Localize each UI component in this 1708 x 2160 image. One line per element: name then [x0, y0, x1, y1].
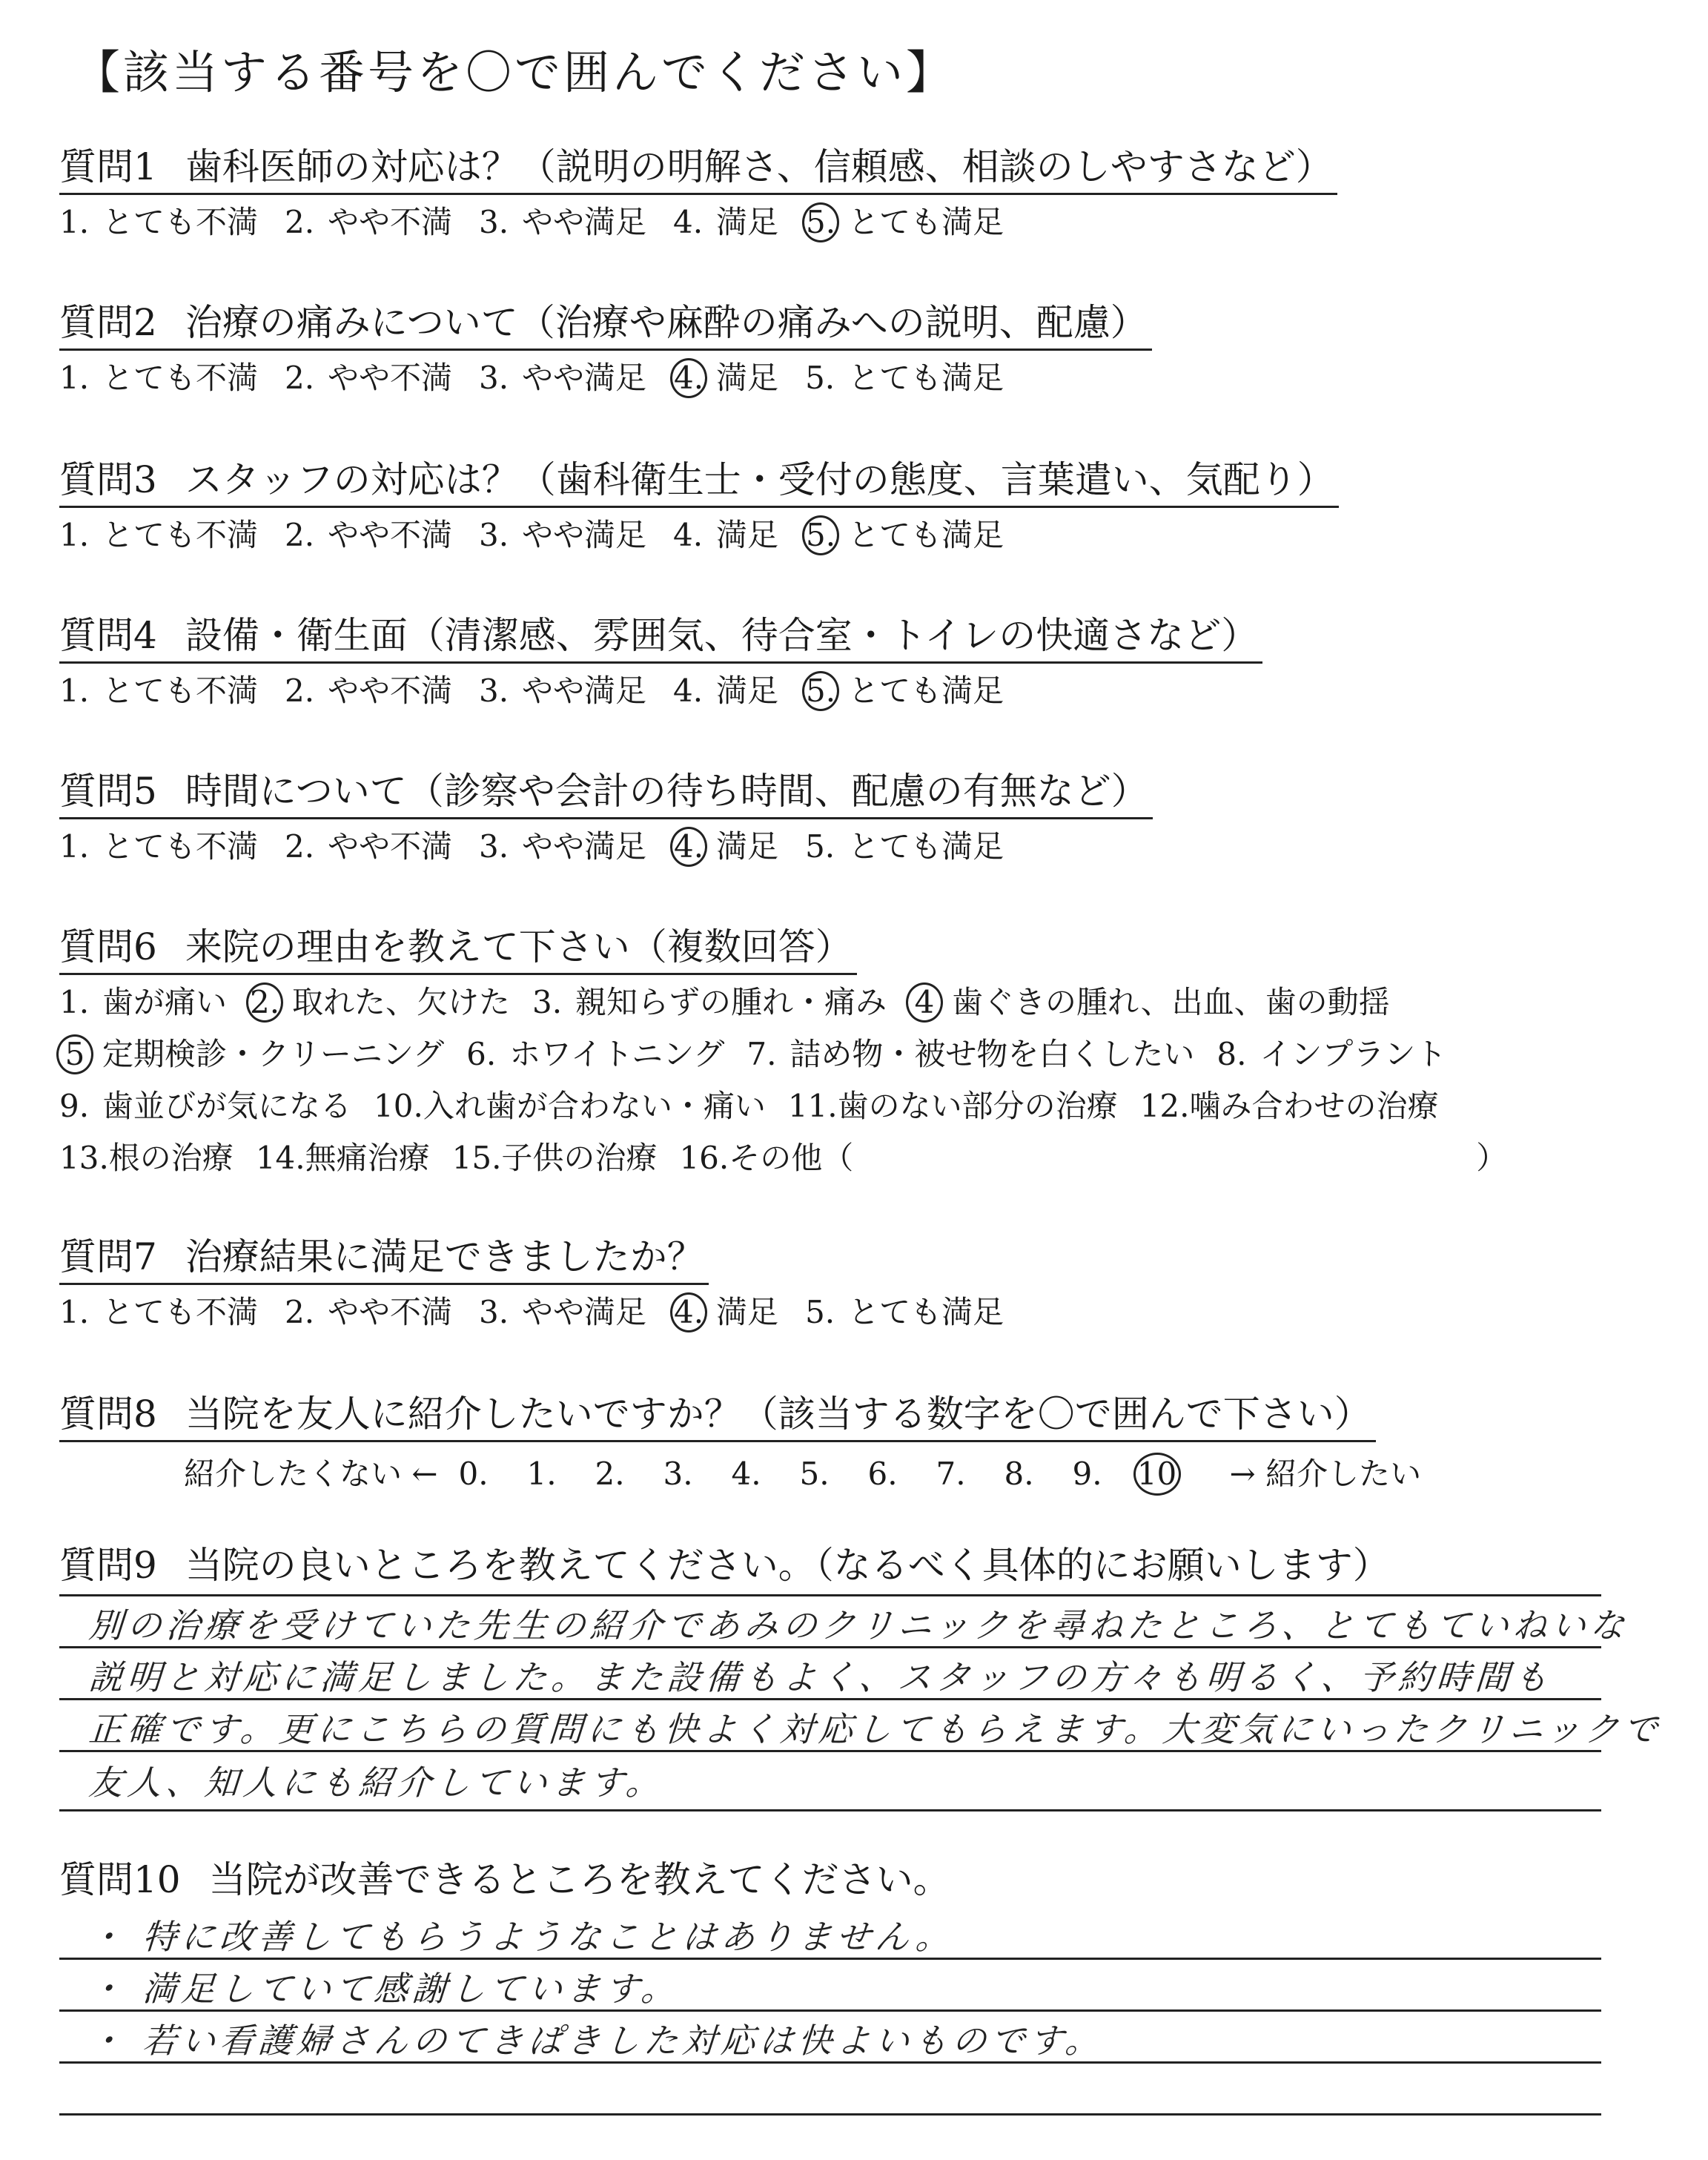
choice-number: 8. [1217, 1036, 1247, 1072]
choice-label: とても不満 [102, 673, 259, 709]
choice-label: 満足 [716, 204, 779, 240]
choice-label: 子供の治療 [501, 1140, 658, 1176]
question-3-text: スタッフの対応は？（歯科衛生士・受付の態度、言葉遣い、気配り） [185, 458, 1334, 501]
choice-option[interactable] [805, 511, 1004, 560]
choice-number: 3. [479, 204, 509, 240]
question-5-heading [59, 765, 1153, 819]
choice-option[interactable] [374, 1082, 766, 1131]
scale-value-label: 3. [663, 1456, 693, 1492]
choice-label: 入れ歯が合わない・痛い [423, 1088, 766, 1124]
choice-label: とても不満 [102, 517, 259, 553]
question-7-number: 質問7 [59, 1235, 157, 1278]
choice-label: とても満足 [848, 673, 1004, 709]
choice-option[interactable] [673, 1288, 778, 1337]
scale-value-label: 5. [799, 1456, 830, 1492]
scale-value[interactable] [459, 1456, 527, 1492]
scale-value[interactable] [595, 1456, 663, 1492]
choice-option[interactable] [479, 822, 646, 871]
choice-option[interactable] [59, 978, 227, 1027]
recommend-scale [163, 1450, 1442, 1496]
ruled-line [59, 2113, 1601, 2116]
question-8-number: 質問8 [59, 1393, 157, 1436]
question-6-choice-row [59, 1030, 1529, 1079]
handwritten-answer-line: 説明と対応に満足しました。また設備もよく、スタッフの方々も明るく、予約時間も [87, 1657, 1554, 1697]
choice-number: 5. [805, 828, 835, 865]
choice-label: とても満足 [848, 360, 1004, 396]
choice-option[interactable] [466, 1030, 724, 1079]
ruled-line [59, 1594, 1601, 1596]
question-3-number: 質問3 [59, 458, 157, 501]
choice-label: 満足 [716, 517, 779, 553]
choice-number: 16. [679, 1140, 729, 1176]
choice-label: その他（ ） [729, 1140, 1508, 1176]
choice-option[interactable] [805, 198, 1004, 247]
scale-value[interactable] [800, 1456, 868, 1492]
question-2-choices [59, 354, 1152, 403]
choice-number: 3. [532, 984, 563, 1020]
choice-number: 2. [285, 360, 315, 396]
question-1 [59, 141, 1337, 247]
question-10-answer-area[interactable] [59, 1913, 1601, 2150]
question-10-text: 当院が改善できるところを教えてください。 [208, 1858, 950, 1901]
choice-option[interactable] [673, 354, 778, 403]
choice-label: 噛み合わせの治療 [1189, 1088, 1439, 1124]
choice-label: やや不満 [328, 517, 453, 553]
choice-number: 3. [479, 673, 509, 709]
choice-option[interactable] [59, 354, 258, 403]
choice-option[interactable] [285, 511, 452, 560]
choice-label: とても満足 [848, 1294, 1004, 1330]
choice-number: 1. [59, 204, 90, 240]
scale-value[interactable] [732, 1456, 800, 1492]
choice-number: 2. [285, 204, 315, 240]
question-2-heading [59, 297, 1152, 351]
choice-option[interactable] [1140, 1082, 1439, 1131]
selected-choice-number: 5. [802, 515, 839, 555]
choice-number: 3. [479, 1294, 509, 1330]
question-4-number: 質問4 [59, 614, 157, 657]
choice-number: 13. [59, 1140, 109, 1176]
choice-option[interactable] [805, 667, 1004, 716]
selected-choice-number: 4. [670, 358, 707, 398]
handwritten-answer-line: 正確です。更にこちらの質問にも快よく対応してもらえます。大変気にいったクリニックで [87, 1709, 1664, 1749]
choice-option[interactable] [479, 354, 646, 403]
choice-option[interactable] [788, 1082, 1118, 1131]
choice-number: 2. [285, 517, 315, 553]
choice-option[interactable] [285, 822, 452, 871]
choice-option[interactable] [747, 1030, 1194, 1079]
choice-option[interactable] [679, 1134, 1507, 1183]
choice-option[interactable] [805, 822, 1004, 871]
selected-choice-number: 4 [906, 982, 943, 1023]
choice-number: 5. [805, 1294, 835, 1330]
choice-option[interactable] [249, 978, 510, 1027]
page-title: 【該当する番号を〇で囲んでください】 [74, 45, 956, 99]
scale-value-label: 8. [1004, 1456, 1034, 1492]
choice-label: とても満足 [848, 828, 1004, 865]
question-5-number: 質問5 [59, 770, 157, 813]
choice-number: 3. [479, 517, 509, 553]
question-1-heading [59, 141, 1337, 195]
choice-option[interactable] [673, 667, 778, 716]
question-8-text: 当院を友人に紹介したいですか？（該当する数字を〇で囲んで下さい） [185, 1393, 1371, 1436]
choice-label: とても満足 [848, 204, 1004, 240]
choice-number: 2. [285, 673, 315, 709]
selected-choice-number: 2. [246, 982, 283, 1023]
scale-value-label: 6. [867, 1456, 898, 1492]
choice-option[interactable] [285, 1288, 452, 1337]
choice-option[interactable] [59, 667, 258, 716]
choice-label: とても不満 [102, 204, 259, 240]
choice-number: 1. [59, 360, 90, 396]
choice-label: 親知らずの腫れ・痛み [575, 984, 887, 1020]
question-3 [59, 454, 1339, 560]
choice-number: 1. [59, 828, 90, 865]
question-5 [59, 765, 1153, 871]
choice-label: 満足 [716, 828, 779, 865]
choice-option[interactable] [285, 667, 452, 716]
scale-value[interactable] [936, 1456, 1004, 1492]
choice-label: 満足 [716, 1294, 779, 1330]
choice-label: 取れた、欠けた [292, 984, 511, 1020]
scale-value[interactable] [663, 1456, 732, 1492]
question-7-text: 治療結果に満足できましたか？ [185, 1235, 704, 1278]
choice-option[interactable] [532, 978, 887, 1027]
scale-value-label: 10 [1133, 1453, 1181, 1496]
choice-option[interactable] [59, 822, 258, 871]
handwritten-answer-line: 友人、知人にも紹介しています。 [87, 1763, 666, 1803]
question-5-choices [59, 822, 1153, 871]
choice-label: 歯ぐきの腫れ、出血、歯の動揺 [952, 984, 1390, 1020]
question-6-choice-row [59, 1082, 1529, 1131]
choice-label: 根の治療 [108, 1140, 234, 1176]
question-6 [59, 921, 1529, 1183]
choice-label: やや不満 [328, 673, 453, 709]
handwritten-answer-line: ・ 満足していて感謝しています。 [87, 1969, 681, 2009]
choice-option[interactable] [59, 1288, 258, 1337]
question-1-text: 歯科医師の対応は？（説明の明解さ、信頼感、相談のしやすさなど） [185, 145, 1333, 188]
scale-value-label: 0. [458, 1456, 489, 1492]
choice-label: 無痛治療 [305, 1140, 430, 1176]
question-8-heading [59, 1388, 1376, 1442]
handwritten-answer-line: 別の治療を受けていた先生の紹介であみのクリニックを尋ねたところ、とてもていねいな [87, 1605, 1630, 1645]
scale-value[interactable] [1004, 1456, 1073, 1492]
choice-label: 満足 [716, 673, 779, 709]
choice-option[interactable] [256, 1134, 430, 1183]
question-1-choices [59, 198, 1337, 247]
scale-right-label: → 紹介したい [1229, 1456, 1422, 1492]
choice-label: 歯が痛い [102, 984, 228, 1020]
choice-option[interactable] [59, 1082, 351, 1131]
question-3-choices [59, 511, 1339, 560]
choice-label: インプラント [1260, 1036, 1447, 1072]
choice-option[interactable] [673, 822, 778, 871]
question-9-number: 質問9 [59, 1544, 157, 1587]
choice-number: 11. [787, 1088, 838, 1124]
question-8 [59, 1388, 1442, 1496]
question-6-choice-row [59, 1134, 1529, 1183]
choice-label: やや満足 [522, 517, 647, 553]
question-5-text: 時間について（診察や会計の待ち時間、配慮の有無など） [185, 770, 1148, 813]
choice-number: 1. [59, 1294, 90, 1330]
handwritten-answer-line: ・ 特に改善してもらうようなことはありません。 [87, 1917, 956, 1957]
choice-number: 15. [451, 1140, 502, 1176]
choice-number: 3. [479, 360, 509, 396]
choice-label: 詰め物・被せ物を白くしたい [790, 1036, 1195, 1072]
choice-option[interactable] [673, 198, 778, 247]
choice-number: 1. [59, 984, 90, 1020]
question-4 [59, 610, 1262, 716]
choice-label: やや満足 [522, 673, 647, 709]
selected-choice-number: 4. [670, 827, 707, 867]
question-7-heading [59, 1231, 709, 1285]
choice-label: やや満足 [522, 204, 647, 240]
choice-option[interactable] [479, 667, 646, 716]
choice-option[interactable] [285, 354, 452, 403]
choice-number: 1. [59, 673, 90, 709]
question-9-text: 当院の良いところを教えてください。（なるべく具体的にお願いします） [185, 1544, 1390, 1587]
choice-number: 2. [285, 828, 315, 865]
scale-value[interactable] [1073, 1456, 1141, 1492]
question-4-heading [59, 610, 1262, 664]
choice-number: 1. [59, 517, 90, 553]
question-10-heading [59, 1854, 955, 1906]
selected-choice-number: 5 [56, 1034, 93, 1074]
question-6-number: 質問6 [59, 925, 157, 968]
scale-value-label: 9. [1072, 1456, 1102, 1492]
scale-value-label: 1. [526, 1456, 557, 1492]
scale-left-label: 紹介したくない ← [184, 1456, 438, 1492]
question-3-heading [59, 454, 1339, 508]
choice-option[interactable] [59, 1134, 234, 1183]
choice-option[interactable] [479, 1288, 646, 1337]
choice-number: 5. [805, 360, 835, 396]
question-6-heading [59, 921, 857, 975]
choice-number: 9. [59, 1088, 90, 1124]
choice-label: やや不満 [328, 828, 453, 865]
choice-number: 4. [673, 204, 704, 240]
question-2-number: 質問2 [59, 301, 157, 344]
choice-number: 4. [673, 673, 704, 709]
question-4-choices [59, 667, 1262, 716]
choice-option[interactable] [285, 198, 452, 247]
choice-number: 6. [466, 1036, 497, 1072]
scale-value-label: 7. [936, 1456, 966, 1492]
choice-label: とても満足 [848, 517, 1004, 553]
scale-value[interactable] [527, 1456, 595, 1492]
choice-label: 歯並びが気になる [102, 1088, 352, 1124]
choice-label: 歯のない部分の治療 [837, 1088, 1118, 1124]
choice-option[interactable] [59, 1030, 444, 1079]
choice-option[interactable] [452, 1134, 658, 1183]
scale-value-selected[interactable] [1136, 1453, 1209, 1496]
choice-label: 満足 [716, 360, 779, 396]
choice-option[interactable] [909, 978, 1390, 1027]
question-10 [59, 1854, 955, 1906]
question-2 [59, 297, 1152, 403]
choice-number: 4. [673, 517, 704, 553]
question-6-choice-row [59, 978, 1529, 1027]
scale-value[interactable] [868, 1456, 936, 1492]
choice-label: 定期検診・クリーニング [102, 1036, 445, 1072]
question-1-number: 質問1 [59, 145, 157, 188]
choice-option[interactable] [805, 354, 1004, 403]
choice-label: とても不満 [102, 1294, 259, 1330]
choice-label: やや満足 [522, 360, 647, 396]
ruled-line [59, 1809, 1601, 1811]
question-9 [59, 1539, 1394, 1591]
question-4-text: 設備・衛生面（清潔感、雰囲気、待合室・トイレの快適さなど） [185, 614, 1259, 657]
choice-label: やや不満 [328, 204, 453, 240]
choice-option[interactable] [805, 1288, 1004, 1337]
scale-value-label: 2. [595, 1456, 625, 1492]
choice-option[interactable] [479, 511, 646, 560]
choice-label: やや満足 [522, 1294, 647, 1330]
choice-number: 14. [255, 1140, 305, 1176]
choice-label: やや不満 [328, 1294, 453, 1330]
scale-value-label: 4. [731, 1456, 761, 1492]
choice-label: やや不満 [328, 360, 453, 396]
choice-label: とても不満 [102, 828, 259, 865]
selected-choice-number: 5. [802, 671, 839, 711]
question-6-text: 来院の理由を教えて下さい（複数回答） [185, 925, 853, 968]
question-9-heading [59, 1539, 1394, 1591]
choice-option[interactable] [59, 511, 258, 560]
choice-number: 10. [374, 1088, 423, 1124]
question-7 [59, 1231, 1030, 1337]
question-9-answer-area[interactable] [59, 1594, 1664, 1817]
choice-number: 2. [285, 1294, 315, 1330]
choice-number: 3. [479, 828, 509, 865]
choice-option[interactable] [59, 198, 258, 247]
choice-option[interactable] [479, 198, 646, 247]
choice-option[interactable] [1217, 1030, 1446, 1079]
handwritten-answer-line: ・ 若い看護婦さんのてきぱきした対応は快よいものです。 [87, 2021, 1105, 2061]
question-10-number: 質問10 [59, 1858, 181, 1901]
question-2-text: 治療の痛みについて（治療や麻酔の痛みへの説明、配慮） [185, 301, 1148, 344]
choice-number: 7. [747, 1036, 777, 1072]
choice-option[interactable] [673, 511, 778, 560]
question-7-choices [59, 1288, 1030, 1337]
selected-choice-number: 4. [670, 1292, 707, 1332]
choice-label: ホワイトニング [509, 1036, 725, 1072]
choice-number: 12. [1139, 1088, 1190, 1124]
choice-label: やや満足 [522, 828, 647, 865]
selected-choice-number: 5. [802, 202, 839, 242]
choice-label: とても不満 [102, 360, 259, 396]
